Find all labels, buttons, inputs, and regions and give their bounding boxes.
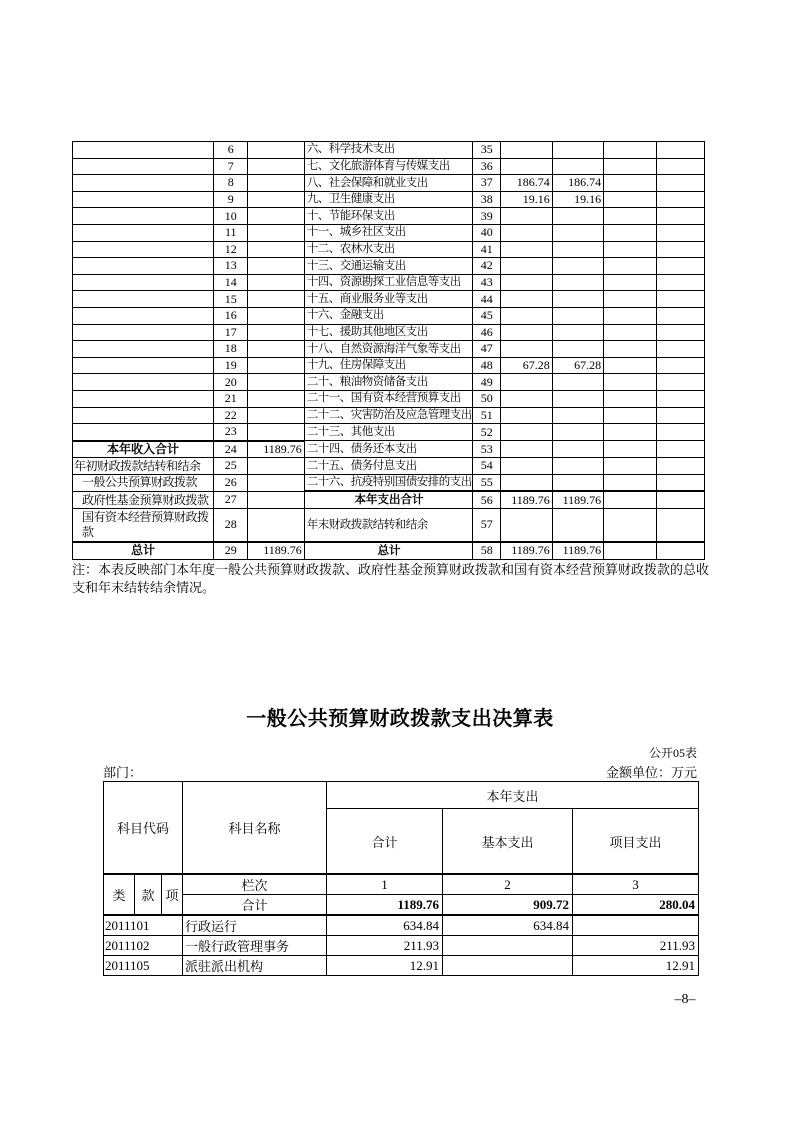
project-expenditure-cell: 12.91 <box>573 956 699 976</box>
amount-cell <box>604 208 656 225</box>
amount-cell <box>656 357 704 374</box>
left-amount-cell <box>248 208 304 225</box>
right-item-label: 本年支出合计 <box>304 491 472 508</box>
amount-cell <box>656 241 704 258</box>
header-total: 合计 <box>327 809 443 875</box>
amount-cell: 1189.76 <box>501 542 552 559</box>
amount-cell <box>604 175 656 192</box>
left-row-number: 26 <box>214 474 248 491</box>
table1-note: 注：本表反映部门本年度一般公共预算财政拨款、政府性基金预算财政拨款和国有资本经营预算财政拨款的总收支和年末结转结余情况。 <box>72 562 710 595</box>
page-title: 一般公共预算财政拨款支出决算表 <box>246 708 554 730</box>
right-item-label: 年末财政拨款结转和结余 <box>304 509 472 543</box>
amount-cell <box>656 274 704 291</box>
amount-cell <box>604 474 656 491</box>
right-row-number: 52 <box>473 424 501 441</box>
amount-cell <box>501 241 552 258</box>
left-item-label <box>73 324 214 341</box>
left-row-number: 9 <box>214 191 248 208</box>
amount-cell <box>604 424 656 441</box>
amount-cell <box>501 424 552 441</box>
amount-cell <box>604 458 656 475</box>
right-row-number: 36 <box>473 158 501 175</box>
amount-cell <box>604 307 656 324</box>
subject-code-cell: 2011101 <box>104 915 183 936</box>
left-amount-cell <box>248 142 304 159</box>
right-item-label: 十三、交通运输支出 <box>304 258 472 275</box>
amount-cell <box>604 142 656 159</box>
left-amount-cell <box>248 390 304 407</box>
left-amount-cell <box>248 158 304 175</box>
amount-cell <box>552 374 603 391</box>
amount-cell: 67.28 <box>501 357 552 374</box>
left-amount-cell: 1189.76 <box>248 441 304 458</box>
left-row-number: 11 <box>214 224 248 241</box>
left-row-number: 13 <box>214 258 248 275</box>
amount-cell <box>656 474 704 491</box>
table-row <box>104 956 699 976</box>
right-item-label: 二十一、国有资本经营预算支出 <box>304 390 472 407</box>
left-amount-cell <box>248 258 304 275</box>
amount-cell: 19.16 <box>552 191 603 208</box>
amount-cell <box>656 324 704 341</box>
right-row-number: 56 <box>473 491 501 508</box>
amount-cell <box>552 474 603 491</box>
right-row-number: 42 <box>473 258 501 275</box>
amount-cell <box>656 291 704 308</box>
amount-cell <box>501 374 552 391</box>
amount-cell <box>552 142 603 159</box>
right-row-number: 41 <box>473 241 501 258</box>
left-row-number: 12 <box>214 241 248 258</box>
left-item-label <box>73 241 214 258</box>
amount-cell <box>552 324 603 341</box>
amount-cell: 19.16 <box>501 191 552 208</box>
amount-cell <box>656 224 704 241</box>
amount-cell <box>656 258 704 275</box>
subject-name-cell: 派驻派出机构 <box>183 956 327 976</box>
amount-cell: 67.28 <box>552 357 603 374</box>
right-item-label: 九、卫生健康支出 <box>304 191 472 208</box>
right-row-number: 57 <box>473 509 501 543</box>
amount-cell <box>552 441 603 458</box>
right-row-number: 48 <box>473 357 501 374</box>
left-item-label <box>73 424 214 441</box>
header-basic-expenditure: 基本支出 <box>443 809 573 875</box>
total-cell: 634.84 <box>327 915 443 936</box>
right-item-label: 二十四、债务还本支出 <box>304 441 472 458</box>
total-cell: 211.93 <box>327 936 443 956</box>
right-item-label: 二十三、其他支出 <box>304 424 472 441</box>
amount-cell <box>552 224 603 241</box>
left-row-number: 17 <box>214 324 248 341</box>
amount-cell <box>501 458 552 475</box>
left-item-label: 年初财政拨款结转和结余 <box>73 458 214 475</box>
header-row-label: 栏次 <box>183 874 327 895</box>
amount-cell <box>552 458 603 475</box>
left-row-number: 20 <box>214 374 248 391</box>
left-item-label <box>73 357 214 374</box>
amount-cell <box>604 274 656 291</box>
amount-cell <box>604 542 656 559</box>
left-amount-cell <box>248 341 304 358</box>
left-amount-cell <box>248 458 304 475</box>
basic-expenditure-cell <box>443 936 573 956</box>
total-row-basic: 909.72 <box>443 895 573 916</box>
left-row-number: 16 <box>214 307 248 324</box>
right-item-label: 二十二、灾害防治及应急管理支出 <box>304 407 472 424</box>
left-row-number: 25 <box>214 458 248 475</box>
left-row-number: 15 <box>214 291 248 308</box>
left-item-label <box>73 390 214 407</box>
left-item-label <box>73 407 214 424</box>
subject-name-cell: 行政运行 <box>183 915 327 936</box>
amount-cell <box>656 142 704 159</box>
amount-cell <box>604 191 656 208</box>
amount-cell <box>604 158 656 175</box>
amount-cell <box>604 241 656 258</box>
left-item-label <box>73 274 214 291</box>
left-row-number: 7 <box>214 158 248 175</box>
amount-cell <box>656 491 704 508</box>
left-amount-cell <box>248 357 304 374</box>
amount-cell <box>552 341 603 358</box>
left-item-label: 一般公共预算财政拨款 <box>73 474 214 491</box>
total-row-project: 280.04 <box>573 895 699 916</box>
right-item-label: 十六、金融支出 <box>304 307 472 324</box>
left-row-number: 10 <box>214 208 248 225</box>
fiscal-allocation-summary-table <box>72 141 705 560</box>
left-amount-cell <box>248 241 304 258</box>
left-item-label <box>73 191 214 208</box>
right-item-label: 二十六、抗疫特别国债安排的支出 <box>304 474 472 491</box>
basic-expenditure-cell <box>443 956 573 976</box>
amount-cell <box>604 341 656 358</box>
amount-cell <box>656 208 704 225</box>
left-amount-cell <box>248 291 304 308</box>
amount-cell <box>604 291 656 308</box>
right-row-number: 38 <box>473 191 501 208</box>
right-item-label: 十四、资源勘探工业信息等支出 <box>304 274 472 291</box>
amount-cell: 1189.76 <box>552 491 603 508</box>
left-amount-cell: 1189.76 <box>248 542 304 559</box>
total-row-total: 1189.76 <box>327 895 443 916</box>
amount-cell <box>552 158 603 175</box>
amount-cell <box>656 390 704 407</box>
right-item-label: 二十、粮油物资储备支出 <box>304 374 472 391</box>
amount-cell <box>604 324 656 341</box>
amount-cell <box>604 509 656 543</box>
amount-cell <box>604 258 656 275</box>
amount-cell <box>552 307 603 324</box>
amount-cell <box>656 441 704 458</box>
amount-cell <box>656 458 704 475</box>
amount-cell <box>656 191 704 208</box>
left-amount-cell <box>248 474 304 491</box>
department-label: 部门： <box>103 765 143 780</box>
header-col-number: 1 <box>327 874 443 895</box>
amount-cell <box>501 158 552 175</box>
amount-cell <box>604 407 656 424</box>
left-amount-cell <box>248 324 304 341</box>
amount-cell <box>656 424 704 441</box>
amount-cell <box>501 324 552 341</box>
right-row-number: 47 <box>473 341 501 358</box>
left-amount-cell <box>248 175 304 192</box>
right-item-label: 十、节能环保支出 <box>304 208 472 225</box>
header-col-section: 款 <box>135 874 162 915</box>
header-project-expenditure: 项目支出 <box>573 809 699 875</box>
amount-cell <box>501 258 552 275</box>
amount-cell <box>656 158 704 175</box>
right-row-number: 58 <box>473 542 501 559</box>
right-item-label: 十五、商业服务业等支出 <box>304 291 472 308</box>
amount-cell <box>552 258 603 275</box>
amount-cell <box>501 509 552 543</box>
right-row-number: 39 <box>473 208 501 225</box>
amount-cell <box>501 274 552 291</box>
amount-unit-label: 金额单位：万元 <box>605 765 697 780</box>
amount-cell <box>501 208 552 225</box>
amount-cell <box>656 542 704 559</box>
amount-cell <box>501 341 552 358</box>
amount-cell <box>656 374 704 391</box>
left-item-label <box>73 142 214 159</box>
amount-cell <box>552 407 603 424</box>
left-amount-cell <box>248 407 304 424</box>
header-col-number: 3 <box>573 874 699 895</box>
amount-cell <box>501 407 552 424</box>
left-amount-cell <box>248 191 304 208</box>
left-row-number: 23 <box>214 424 248 441</box>
amount-cell <box>656 407 704 424</box>
right-row-number: 51 <box>473 407 501 424</box>
right-row-number: 43 <box>473 274 501 291</box>
left-row-number: 21 <box>214 390 248 407</box>
project-expenditure-cell <box>573 915 699 936</box>
amount-cell <box>501 224 552 241</box>
amount-cell <box>656 509 704 543</box>
amount-cell <box>656 341 704 358</box>
amount-cell <box>604 357 656 374</box>
table-meta-row <box>103 762 697 781</box>
amount-cell: 186.74 <box>552 175 603 192</box>
left-row-number: 27 <box>214 491 248 508</box>
left-amount-cell <box>248 424 304 441</box>
amount-cell <box>552 509 603 543</box>
left-row-number: 29 <box>214 542 248 559</box>
amount-cell <box>501 142 552 159</box>
table-tag: 公开05表 <box>648 746 697 760</box>
right-row-number: 45 <box>473 307 501 324</box>
header-col-class: 类 <box>104 874 135 915</box>
left-item-label: 国有资本经营预算财政拨款 <box>73 509 214 543</box>
header-subject-name: 科目名称 <box>183 782 327 875</box>
amount-cell: 1189.76 <box>501 491 552 508</box>
amount-cell <box>552 424 603 441</box>
subject-code-cell: 2011102 <box>104 936 183 956</box>
left-item-label: 本年收入合计 <box>73 441 214 458</box>
amount-cell: 1189.76 <box>552 542 603 559</box>
table-row <box>104 936 699 956</box>
project-expenditure-cell: 211.93 <box>573 936 699 956</box>
right-item-label: 八、社会保障和就业支出 <box>304 175 472 192</box>
right-row-number: 40 <box>473 224 501 241</box>
left-row-number: 24 <box>214 441 248 458</box>
amount-cell <box>604 224 656 241</box>
right-item-label: 十八、自然资源海洋气象等支出 <box>304 341 472 358</box>
left-amount-cell <box>248 307 304 324</box>
header-subject-code: 科目代码 <box>104 782 183 875</box>
right-row-number: 53 <box>473 441 501 458</box>
left-item-label: 总计 <box>73 542 214 559</box>
amount-cell <box>656 307 704 324</box>
left-amount-cell <box>248 491 304 508</box>
basic-expenditure-cell: 634.84 <box>443 915 573 936</box>
amount-cell <box>604 491 656 508</box>
left-item-label <box>73 291 214 308</box>
right-row-number: 50 <box>473 390 501 407</box>
left-amount-cell <box>248 509 304 543</box>
right-row-number: 49 <box>473 374 501 391</box>
left-item-label <box>73 208 214 225</box>
total-cell: 12.91 <box>327 956 443 976</box>
left-row-number: 18 <box>214 341 248 358</box>
left-item-label: 政府性基金预算财政拨款 <box>73 491 214 508</box>
left-item-label <box>73 341 214 358</box>
left-row-number: 8 <box>214 175 248 192</box>
amount-cell <box>552 291 603 308</box>
amount-cell <box>552 241 603 258</box>
amount-cell <box>501 390 552 407</box>
right-row-number: 55 <box>473 474 501 491</box>
table-row <box>104 915 699 936</box>
amount-cell <box>501 307 552 324</box>
subject-code-cell: 2011105 <box>104 956 183 976</box>
header-col-item: 项 <box>162 874 183 915</box>
left-item-label <box>73 175 214 192</box>
right-item-label: 十七、援助其他地区支出 <box>304 324 472 341</box>
left-amount-cell <box>248 374 304 391</box>
left-row-number: 19 <box>214 357 248 374</box>
amount-cell <box>656 175 704 192</box>
amount-cell <box>501 474 552 491</box>
amount-cell <box>552 208 603 225</box>
left-amount-cell <box>248 224 304 241</box>
left-item-label <box>73 374 214 391</box>
header-current-year-expenditure: 本年支出 <box>327 782 699 809</box>
right-row-number: 37 <box>473 175 501 192</box>
right-item-label: 十九、住房保障支出 <box>304 357 472 374</box>
right-item-label: 十二、农林水支出 <box>304 241 472 258</box>
header-col-number: 2 <box>443 874 573 895</box>
amount-cell: 186.74 <box>501 175 552 192</box>
amount-cell <box>552 390 603 407</box>
left-item-label <box>73 158 214 175</box>
right-item-label: 七、文化旅游体育与传媒支出 <box>304 158 472 175</box>
left-item-label <box>73 258 214 275</box>
left-amount-cell <box>248 274 304 291</box>
right-row-number: 44 <box>473 291 501 308</box>
left-row-number: 22 <box>214 407 248 424</box>
amount-cell <box>552 274 603 291</box>
right-item-label: 总计 <box>304 542 472 559</box>
left-row-number: 14 <box>214 274 248 291</box>
amount-cell <box>501 441 552 458</box>
right-item-label: 二十五、债务付息支出 <box>304 458 472 475</box>
right-row-number: 54 <box>473 458 501 475</box>
amount-cell <box>604 374 656 391</box>
right-row-number: 46 <box>473 324 501 341</box>
left-row-number: 6 <box>214 142 248 159</box>
general-budget-expenditure-table <box>103 781 699 976</box>
amount-cell <box>501 291 552 308</box>
amount-cell <box>604 441 656 458</box>
page-number: –8– <box>674 992 696 1007</box>
amount-cell <box>604 390 656 407</box>
subject-name-cell: 一般行政管理事务 <box>183 936 327 956</box>
left-item-label <box>73 224 214 241</box>
total-row-label: 合计 <box>183 895 327 916</box>
right-row-number: 35 <box>473 142 501 159</box>
left-row-number: 28 <box>214 509 248 543</box>
right-item-label: 六、科学技术支出 <box>304 142 472 159</box>
left-item-label <box>73 307 214 324</box>
right-item-label: 十一、城乡社区支出 <box>304 224 472 241</box>
